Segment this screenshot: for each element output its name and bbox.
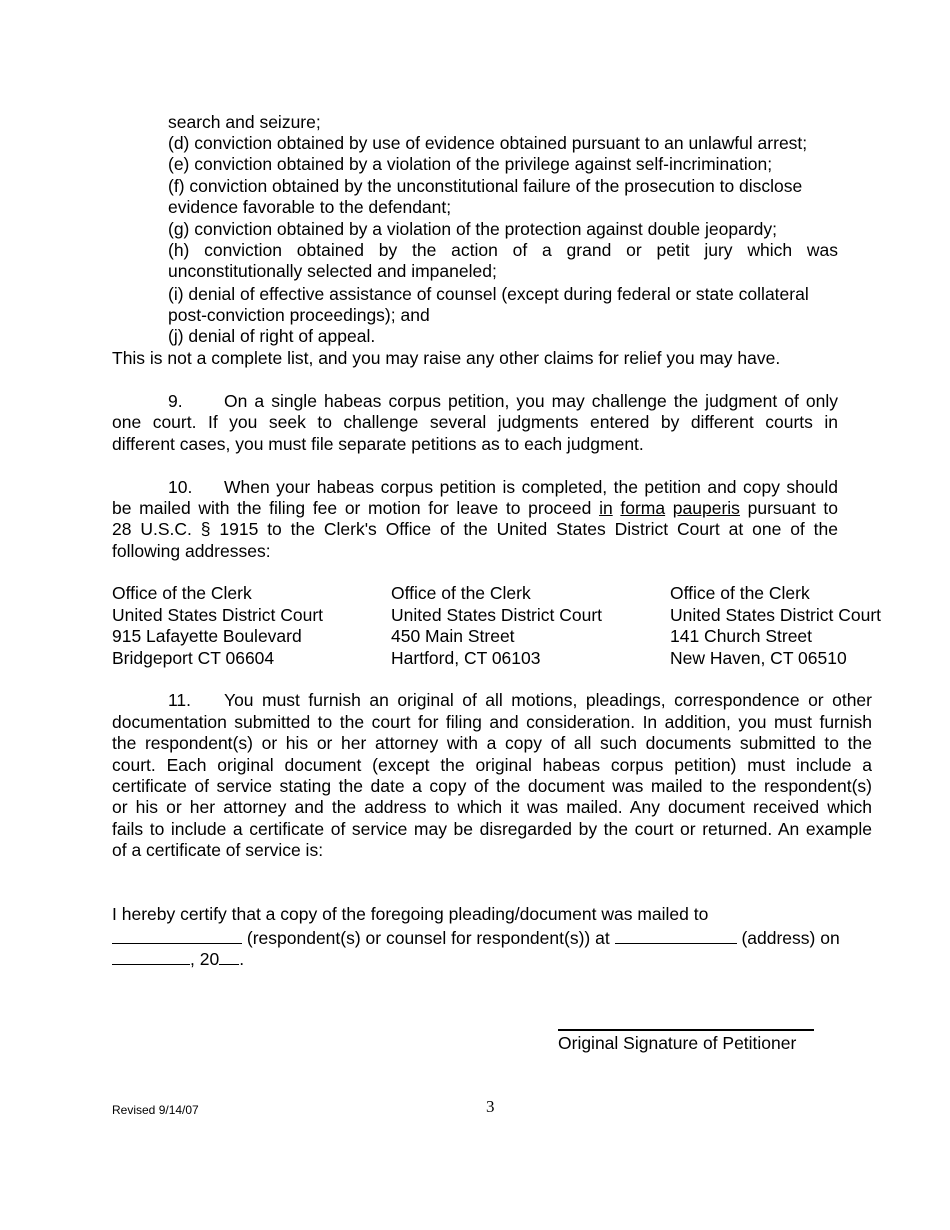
address-street: 450 Main Street bbox=[391, 626, 515, 646]
claim-c-end: search and seizure; bbox=[168, 112, 321, 132]
para11-line4: court. Each original document (except the original habeas corpus petition) must include a bbox=[112, 755, 872, 775]
claim-j: (j) denial of right of appeal. bbox=[168, 326, 376, 346]
certificate-period: . bbox=[239, 949, 245, 969]
para11-text1: You must furnish an original of all motions, pleadings, correspondence or other bbox=[224, 690, 872, 710]
claim-g: (g) conviction obtained by a violation of the protection against double jeopardy; bbox=[168, 219, 778, 239]
address-city: Bridgeport CT 06604 bbox=[112, 647, 275, 668]
respondent-blank bbox=[112, 926, 242, 944]
para9-text1: On a single habeas corpus petition, you may challenge the judgment of only bbox=[224, 391, 838, 411]
certificate-line1: I hereby certify that a copy of the foregoing pleading/document was mailed to bbox=[112, 904, 709, 924]
para10-line2-text-b: pursuant to bbox=[747, 498, 838, 518]
para11-number: 11. bbox=[168, 690, 192, 710]
page-number: 3 bbox=[486, 1097, 495, 1116]
para9-line1 bbox=[168, 391, 838, 412]
para10-line2-text-a: be mailed with the filing fee or motion for leave to proceed bbox=[112, 498, 592, 518]
address-court: United States District Court bbox=[670, 604, 882, 625]
certificate-line2-text-a: (respondent(s) or counsel for respondent(s)) at bbox=[246, 928, 610, 948]
certificate-year-prefix: , 20 bbox=[190, 949, 220, 969]
para10-text1: When your habeas corpus petition is completed, the petition and copy should bbox=[224, 477, 838, 497]
address-city: New Haven, CT 06510 bbox=[670, 647, 847, 668]
para10-line3: 28 U.S.C. § 1915 to the Clerk's Office of the United States District Court at one of the bbox=[112, 519, 838, 539]
signature-label: Original Signature of Petitioner bbox=[558, 1033, 797, 1053]
address-office: Office of the Clerk bbox=[391, 583, 531, 603]
para11-line8: of a certificate of service is: bbox=[112, 840, 324, 860]
year-blank bbox=[219, 947, 239, 965]
address-hartford bbox=[391, 583, 602, 669]
address-office: Office of the Clerk bbox=[112, 583, 252, 603]
claims-summary: This is not a complete list, and you may raise any other claims for relief you may have. bbox=[112, 348, 781, 368]
para10-line1 bbox=[168, 477, 838, 498]
certificate-line2-text-b: (address) on bbox=[741, 928, 840, 948]
para9-line2: one court. If you seek to challenge several judgments entered by different courts in bbox=[112, 412, 838, 432]
revised-date: Revised 9/14/07 bbox=[112, 1103, 199, 1117]
claim-f-line2: evidence favorable to the defendant; bbox=[168, 197, 452, 217]
para10-number: 10. bbox=[168, 477, 193, 497]
claim-d: (d) conviction obtained by use of evidence obtained pursuant to an unlawful arrest; bbox=[168, 133, 808, 153]
para10-in-underlined: in bbox=[599, 498, 613, 518]
para9-line3: different cases, you must file separate petitions as to each judgment. bbox=[112, 434, 644, 454]
claim-h-line1: (h) conviction obtained by the action of a grand or petit jury which was bbox=[168, 240, 838, 260]
para10-pauperis-underlined: pauperis bbox=[672, 498, 740, 518]
claim-e: (e) conviction obtained by a violation of the privilege against self-incrimination; bbox=[168, 154, 773, 174]
address-court: United States District Court bbox=[112, 604, 324, 625]
para11-line5: certificate of service stating the date a copy of the document was mailed to the respondent(s) bbox=[112, 776, 872, 796]
para11-line2: documentation submitted to the court for filing and consideration. In addition, you must furnish bbox=[112, 712, 872, 732]
para11-line3: the respondent(s) or his or her attorney with a copy of all such documents submitted to the bbox=[112, 733, 872, 753]
address-street: 915 Lafayette Boulevard bbox=[112, 626, 302, 646]
para10-line4: following addresses: bbox=[112, 541, 271, 561]
claim-i-line1: (i) denial of effective assistance of counsel (except during federal or state collateral bbox=[168, 284, 809, 304]
address-bridgeport bbox=[112, 583, 323, 669]
para11-line1 bbox=[168, 690, 872, 711]
para10-line2 bbox=[112, 498, 838, 519]
claim-f-line1: (f) conviction obtained by the unconstitutional failure of the prosecution to disclose bbox=[168, 176, 803, 196]
claim-i-line2: post-conviction proceedings); and bbox=[168, 305, 430, 325]
address-blank bbox=[615, 926, 737, 944]
claim-h-line2: unconstitutionally selected and impaneled; bbox=[168, 261, 497, 281]
para10-forma-underlined: forma bbox=[620, 498, 666, 518]
address-court: United States District Court bbox=[391, 604, 603, 625]
address-street: 141 Church Street bbox=[670, 626, 813, 646]
para11-line7: fails to include a certificate of service may be disregarded by the court or returned. An example bbox=[112, 819, 872, 839]
address-city: Hartford, CT 06103 bbox=[391, 647, 541, 668]
signature-line bbox=[558, 1029, 814, 1031]
certificate-line2 bbox=[112, 926, 840, 949]
para9-number: 9. bbox=[168, 391, 183, 411]
certificate-line3 bbox=[112, 947, 244, 970]
address-new-haven bbox=[670, 583, 881, 669]
address-office: Office of the Clerk bbox=[670, 583, 810, 603]
para11-line6: or his or her attorney and the address to which it was mailed. Any document received which bbox=[112, 797, 872, 817]
date-blank bbox=[112, 947, 190, 965]
